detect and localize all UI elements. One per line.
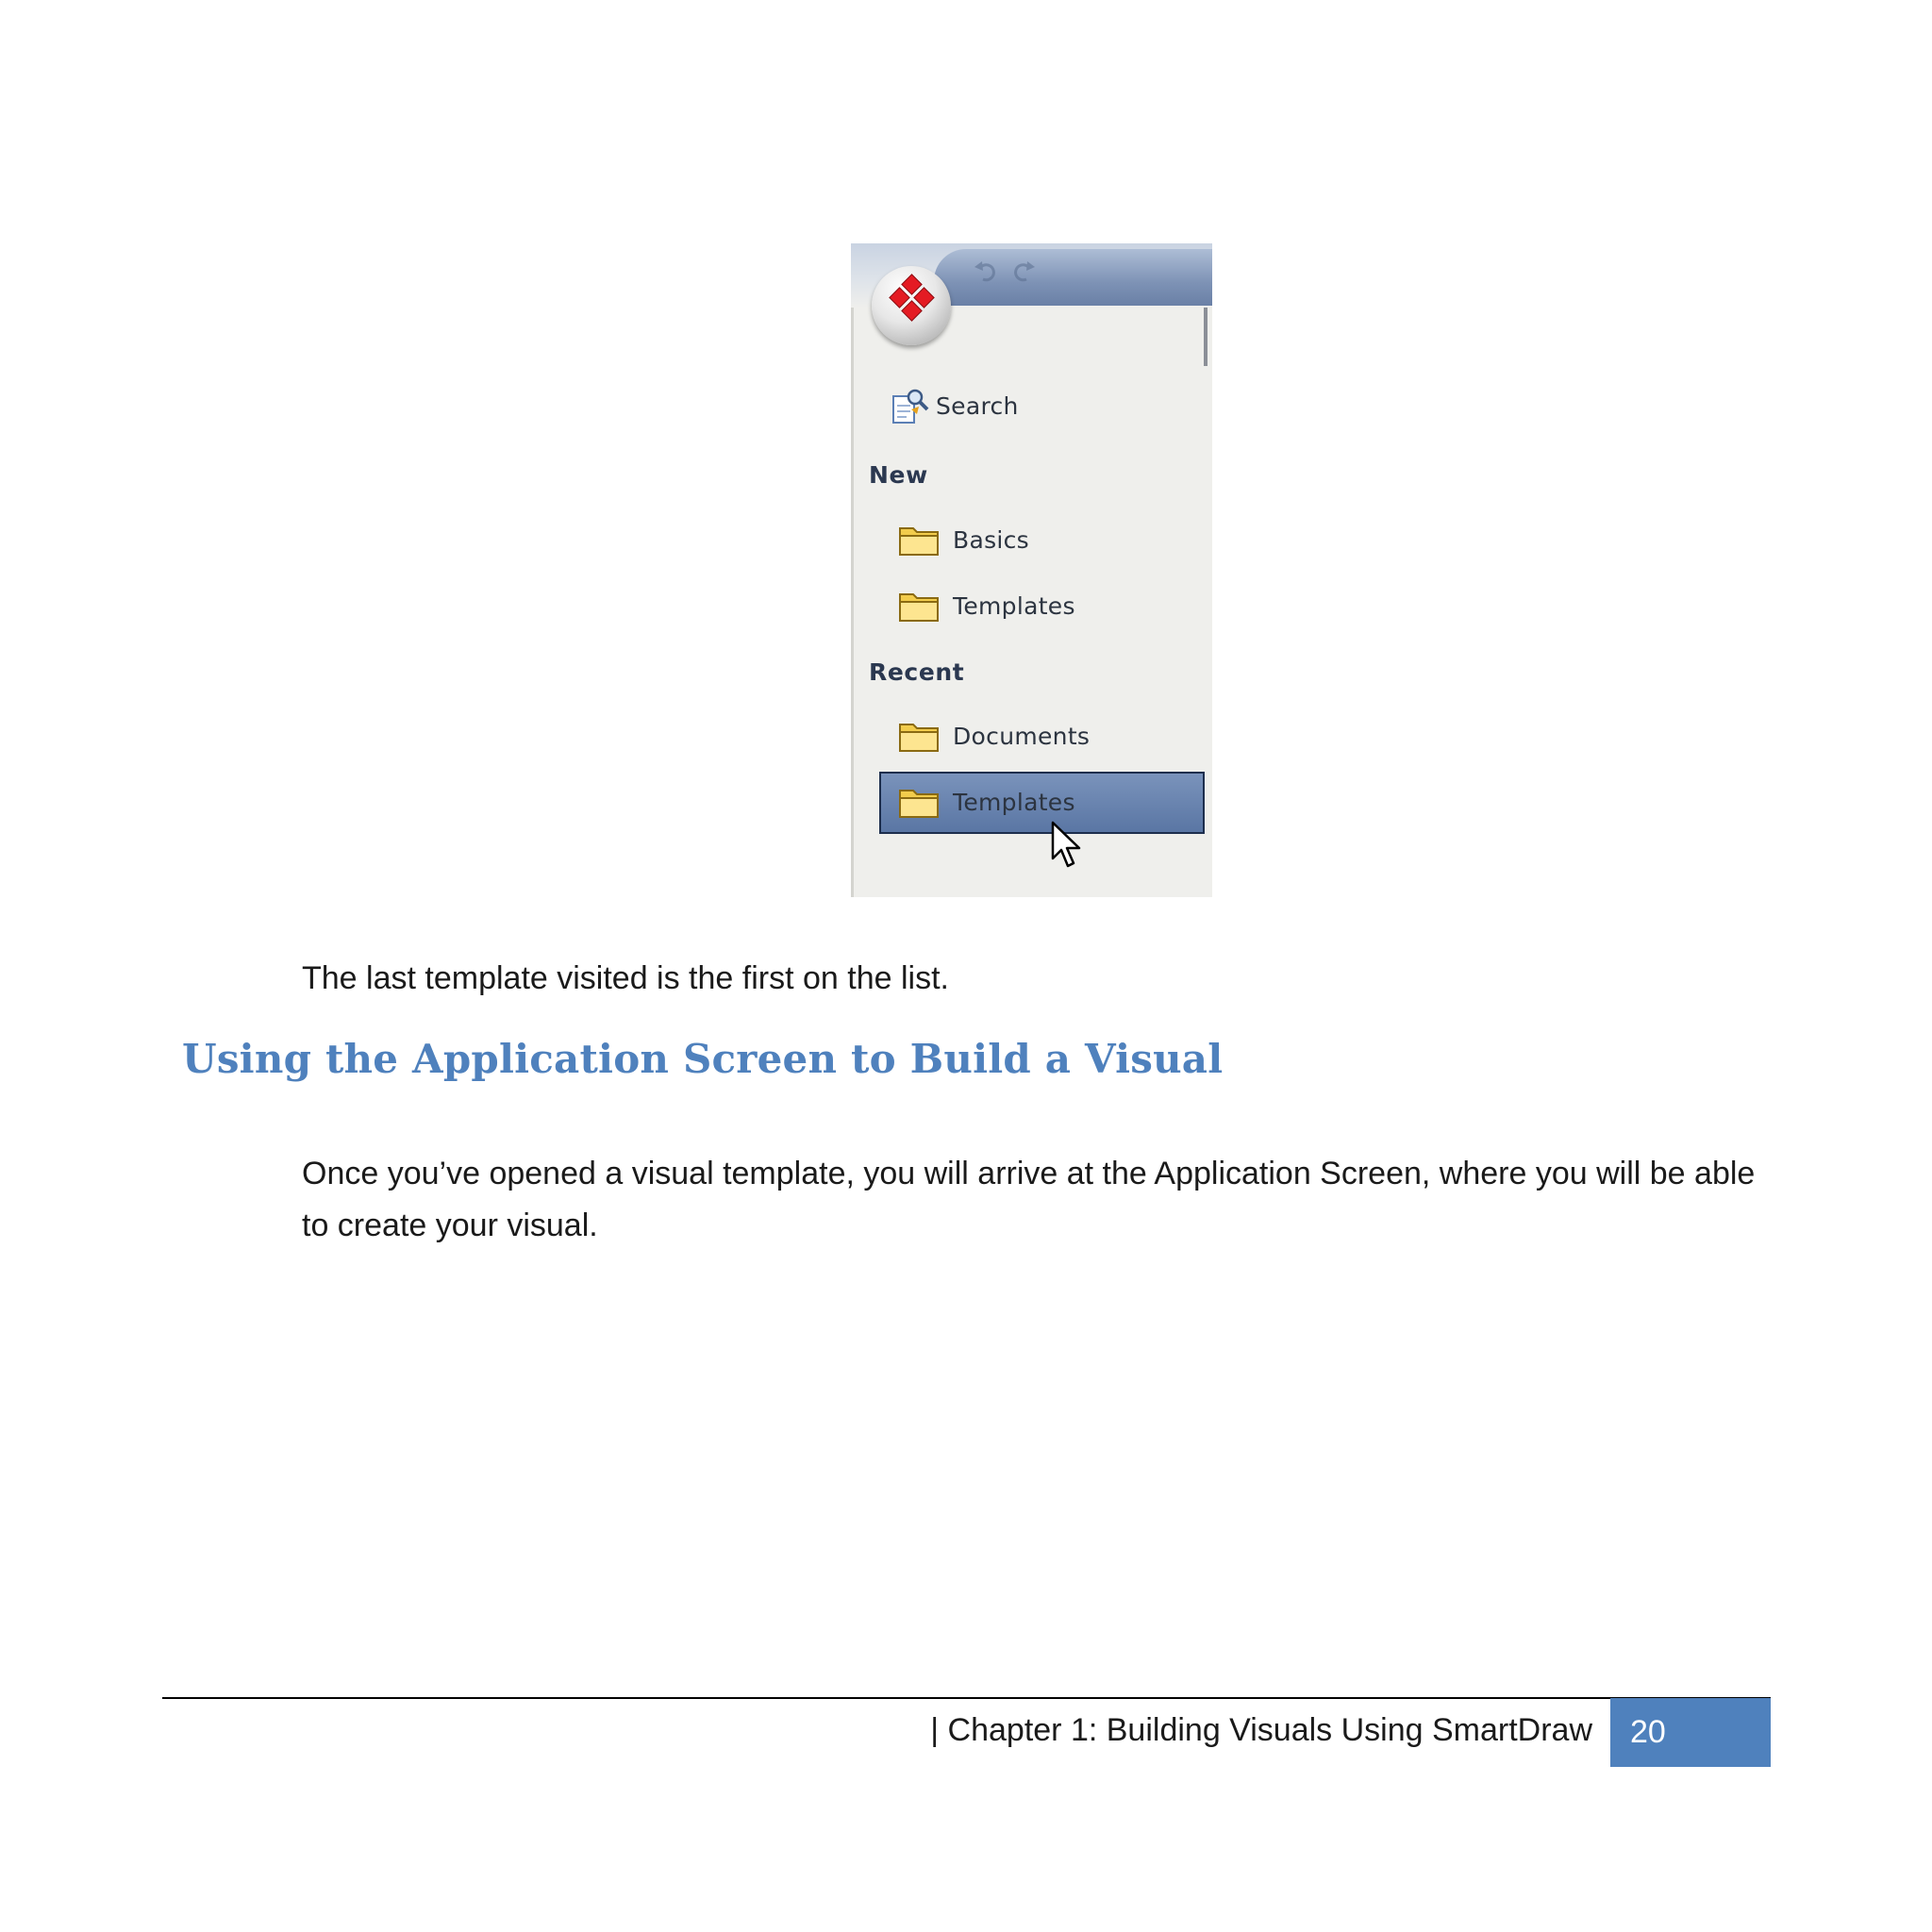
panel-left-edge: [851, 308, 854, 897]
smartdraw-menu-screenshot: [851, 243, 1212, 897]
footer-rule: [162, 1697, 1771, 1699]
search-menu-item[interactable]: [891, 387, 1019, 425]
redo-icon[interactable]: [1009, 257, 1038, 285]
section-heading: Using the Application Screen to Build a Visual: [182, 1036, 1224, 1082]
quick-access-toolbar: [934, 249, 1212, 306]
application-menu-button[interactable]: [872, 266, 951, 345]
recent-templates-item[interactable]: [898, 785, 1075, 819]
body-paragraph: Once you’ve opened a visual template, you will arrive at the Application Screen, where you will be able to create your visual.: [302, 1156, 1756, 1243]
basics-label: Basics: [953, 525, 1030, 554]
undo-icon[interactable]: [972, 257, 1000, 285]
search-icon: [891, 387, 930, 425]
new-templates-item[interactable]: [898, 589, 1075, 623]
folder-icon: [898, 719, 941, 753]
recent-documents-item[interactable]: [898, 719, 1090, 753]
page-number: 20: [1610, 1698, 1771, 1767]
templates-label: Templates: [953, 591, 1075, 620]
search-label: Search: [936, 391, 1019, 420]
recent-templates-label: Templates: [953, 788, 1075, 816]
folder-icon: [898, 523, 941, 557]
section-heading-new: New: [869, 461, 928, 489]
folder-icon: [898, 589, 941, 623]
new-basics-item[interactable]: [898, 523, 1029, 557]
panel-scroll-edge: [1204, 308, 1208, 366]
caption-text: The last template visited is the first on the list.: [302, 960, 949, 996]
smartdraw-orb-icon: [872, 266, 951, 345]
documents-label: Documents: [953, 722, 1091, 750]
footer-chapter-title: | Chapter 1: Building Visuals Using SmartDraw: [930, 1712, 1592, 1748]
section-heading-recent: Recent: [869, 658, 965, 686]
mouse-cursor-icon: [1051, 821, 1085, 874]
folder-icon: [898, 785, 941, 819]
